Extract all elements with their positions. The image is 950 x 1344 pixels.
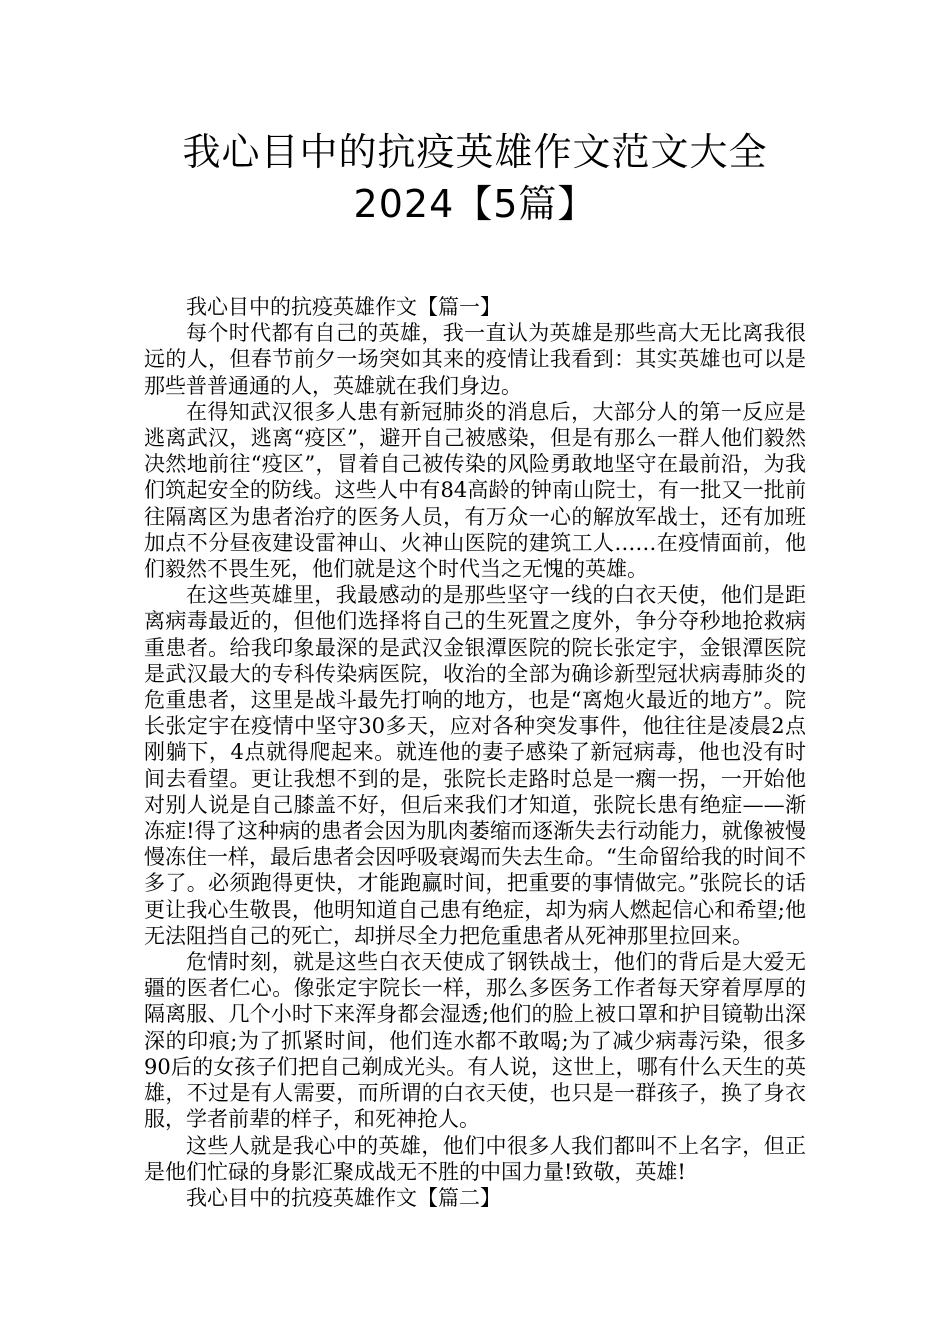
body-paragraph: 每个时代都有自己的英雄，我一直认为英雄是那些高大无比离我很远的人，但春节前夕一场突如其来的疫情让我看到：其实英雄也可以是那些普普通通的人，英雄就在我们身边。 [144,321,806,398]
document-body [144,294,806,1211]
body-paragraph: 在这些英雄里，我最感动的是那些坚守一线的白衣天使，他们是距离病毒最近的，但他们选择将自己的生死置之度外，争分夺秒地抢救病重患者。给我印象最深的是武汉金银潭医院的院长张定宇，金银潭医院是武汉最大的专科传染病医院，收治的全部为确诊新型冠状病毒肺炎的危重患者，这里是战斗最先打响的地方，也是“离炮火最近的地方”。院长张定宇在疫情中坚守30多天，应对各种突发事件，他往往是凌晨2点刚躺下，4点就得爬起来。就连他的妻子感染了新冠病毒，他也没有时间去看望。更让我想不到的是，张院长走路时总是一瘸一拐，一开始他对别人说是自己膝盖不好，但后来我们才知道，张院长患有绝症——渐冻症!得了这种病的患者会因为肌肉萎缩而逐渐失去行动能力，就像被慢慢冻住一样，最后患者会因呼吸衰竭而失去生命。“生命留给我的时间不多了。必须跑得更快，才能跑赢时间，把重要的事情做完。”张院长的话更让我心生敬畏，他明知道自己患有绝症，却为病人燃起信心和希望;他无法阻挡自己的死亡，却拼尽全力把危重患者从死神那里拉回来。 [144,583,806,948]
body-paragraph: 这些人就是我心中的英雄，他们中很多人我们都叫不上名字，但正是他们忙碌的身影汇聚成战无不胜的中国力量!致敬，英雄! [144,1133,806,1184]
body-paragraph: 在得知武汉很多人患有新冠肺炎的消息后，大部分人的第一反应是逃离武汉，逃离“疫区”，避开自己被感染，但是有那么一群人他们毅然决然地前往“疫区”，冒着自己被传染的风险勇敢地坚守在最前沿，为我们筑起安全的防线。这些人中有84高龄的钟南山院士，有一批又一批前往隔离区为患者治疗的医务人员，有万众一心的解放军战士，还有加班加点不分昼夜建设雷神山、火神山医院的建筑工人……在疫情面前，他们毅然不畏生死，他们就是这个时代当之无愧的英雄。 [144,399,806,582]
title-line-2: 2024【5篇】 [353,182,597,226]
document-title [0,126,950,230]
section-heading-2: 我心目中的抗疫英雄作文【篇二】 [186,1185,501,1210]
body-paragraph: 危情时刻，就是这些白衣天使成了钢铁战士，他们的背后是大爱无疆的医者仁心。像张定宇院长一样，那么多医务工作者每天穿着厚厚的隔离服、几个小时下来浑身都会湿透;他们的脸上被口罩和护目镜勒出深深的印痕;为了抓紧时间，他们连水都不敢喝;为了减少病毒污染，很多90后的女孩子们把自己剃成光头。有人说，这世上，哪有什么天生的英雄，不过是有人需要，而所谓的白衣天使，也只是一群孩子，换了身衣服，学者前辈的样子，和死神抢人。 [144,950,806,1132]
section-heading-1: 我心目中的抗疫英雄作文【篇一】 [186,295,501,319]
title-line-1: 我心目中的抗疫英雄作文范文大全 [182,130,768,174]
